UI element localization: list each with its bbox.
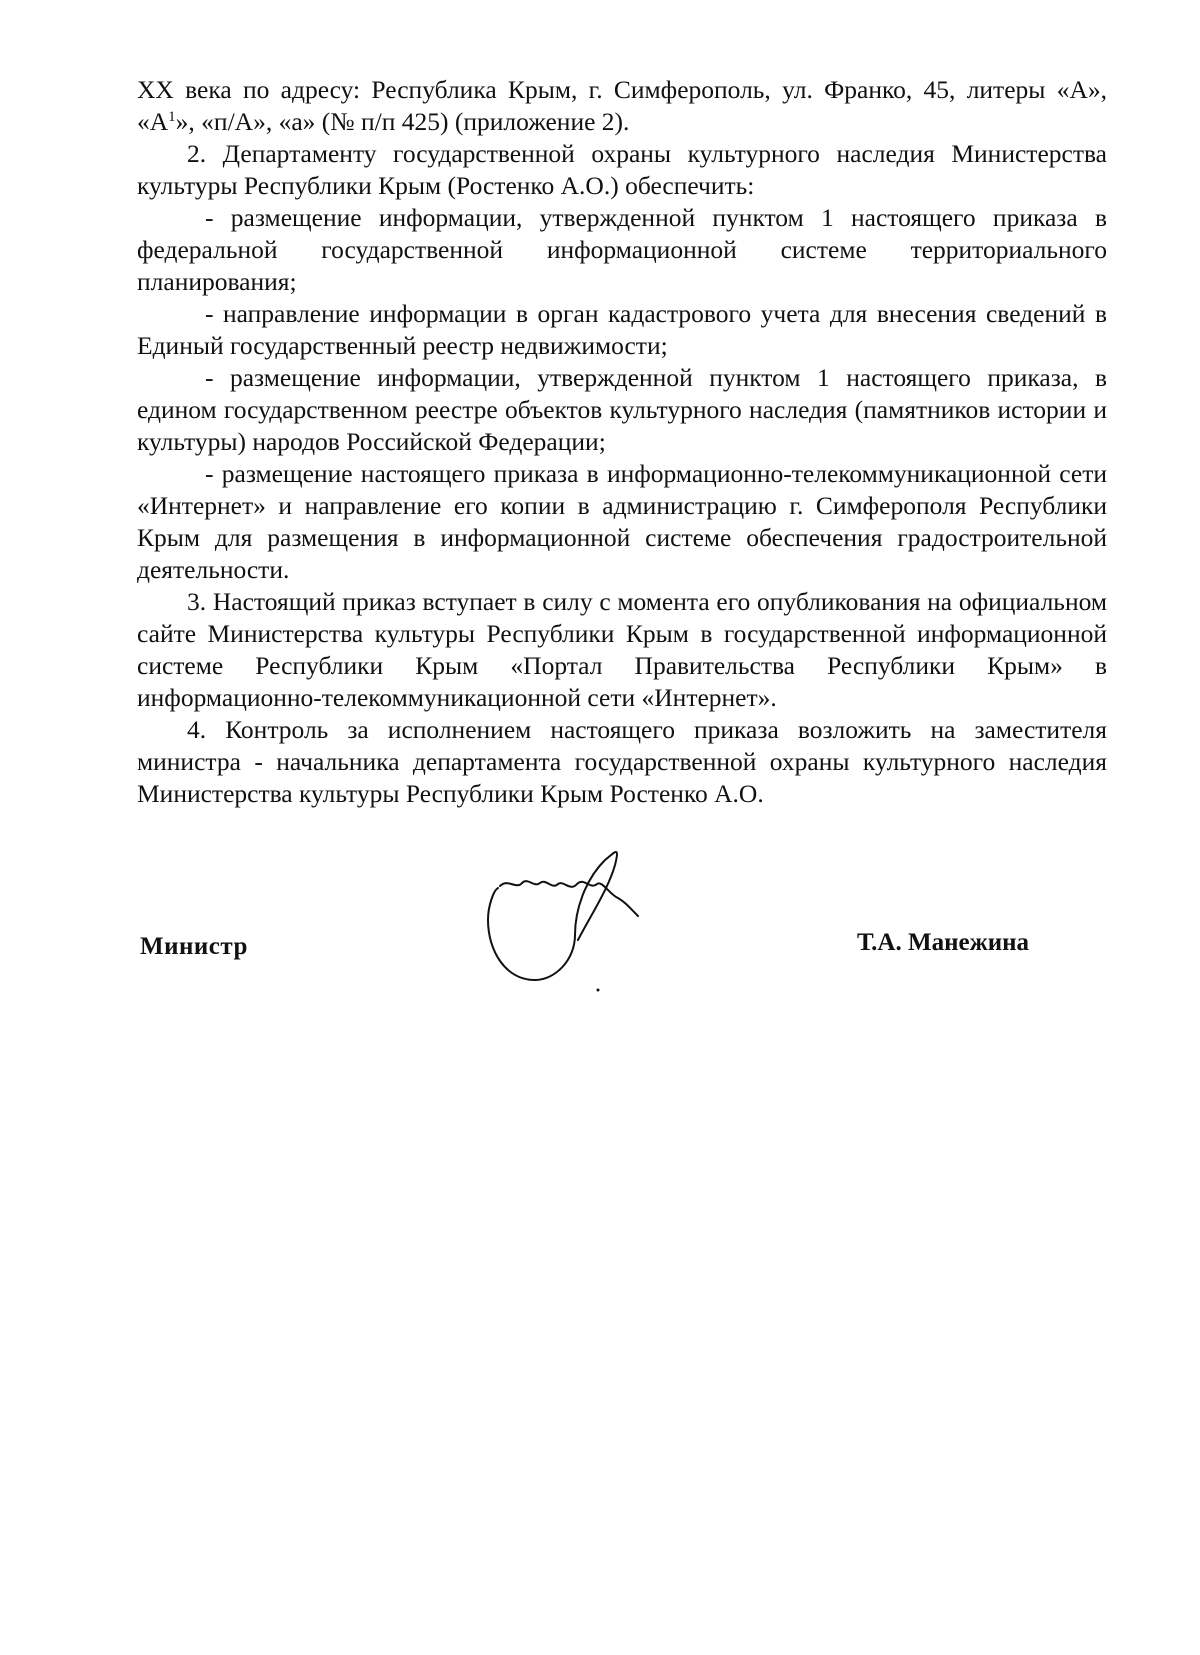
address-text-end: », «п/А», «а» (№ п/п 425) (приложение 2). — [175, 107, 630, 136]
paragraph-dash-1: - размещение информации, утвержденной пунктом 1 настоящего приказа в федеральной государственной информационной системе территориального планирования; — [137, 203, 1107, 296]
paragraph-dash-4: - размещение настоящего приказа в информационно-телекоммуникационной сети «Интернет» и направление его копии в администрацию г. Симферополя Республики Крым для размещения в информационной системе обеспечения градостроительной деятельности. — [137, 459, 1107, 584]
document-body — [137, 74, 1107, 810]
paragraph-item-3: 3. Настоящий приказ вступает в силу с момента его опубликования на официальном сайте Министерства культуры Республики Крым в государственной информационной системе Республики Крым «Портал Правительства Республики Крым» в информационно-телекоммуникационной сети «Интернет». — [137, 587, 1107, 712]
address-text: XX века по адресу: Республика Крым, г. Симферополь, ул. Франко, 45, литеры «А», «А — [137, 75, 1107, 136]
paragraph-dash-3: - размещение информации, утвержденной пунктом 1 настоящего приказа, в едином государственном реестре объектов культурного наследия (памятников истории и культуры) народов Российской Федерации; — [137, 363, 1107, 456]
paragraph-dash-2: - направление информации в орган кадастрового учета для внесения сведений в Единый государственный реестр недвижимости; — [137, 299, 1107, 360]
paragraph-item-2: 2. Департаменту государственной охраны культурного наследия Министерства культуры Республики Крым (Ростенко А.О.) обеспечить: — [137, 139, 1107, 200]
address-superscript: 1 — [168, 109, 176, 125]
signature-block — [0, 850, 1200, 1050]
paragraph-item-4: 4. Контроль за исполнением настоящего приказа возложить на заместителя министра - начальника департамента государственной охраны культурного наследия Министерства культуры Республики Крым Ростенко А.О. — [137, 715, 1107, 808]
signatory-name: Т.А. Манежина — [857, 929, 1030, 956]
signatory-title: Министр — [140, 933, 248, 960]
paragraph-address — [137, 74, 1107, 138]
handwritten-signature — [480, 850, 680, 1050]
